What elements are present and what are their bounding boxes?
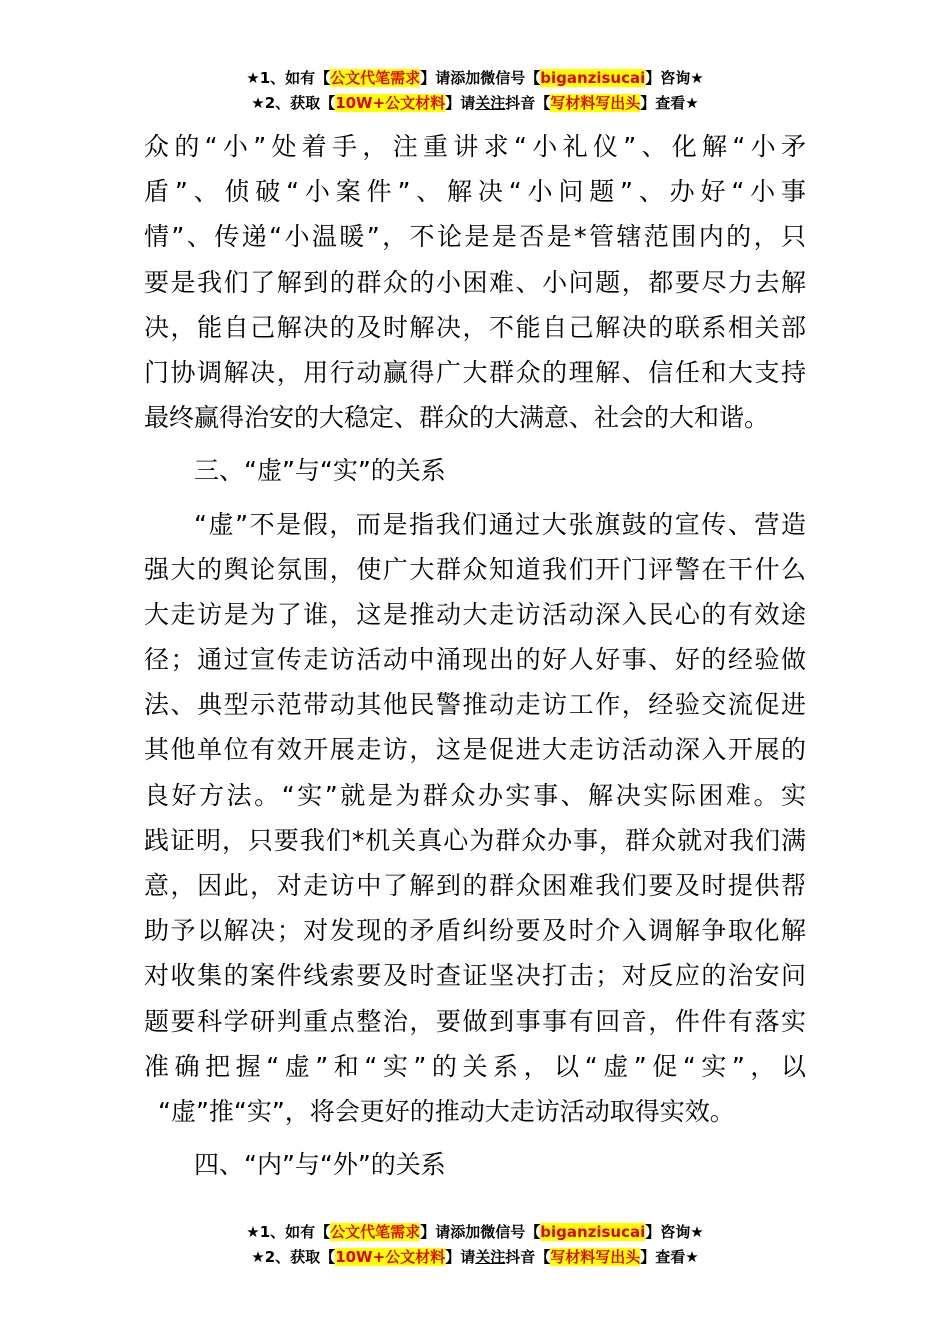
highlight-materials: 10W+公文材料 (335, 1248, 446, 1266)
highlight-douyin: 写材料写出头 (550, 94, 641, 112)
underline-follow: 关注 (475, 1248, 506, 1266)
banner-line-1: ★1、如有【公文代笔需求】请添加微信号【biganzisucai】咨询★ (246, 1223, 704, 1241)
text-line: 盾”、侦破“小案件”、解决“小问题”、办好“小事 (144, 177, 806, 207)
text-line: 众的“小”处着手，注重讲求“小礼仪”、化解“小矛 (144, 132, 806, 161)
text-line: 法、典型示范带动其他民警推动走访工作，经验交流促进 (144, 690, 806, 720)
highlight-service: 公文代笔需求 (330, 1223, 421, 1241)
text-line: 最终赢得治安的大稳定、群众的大满意、社会的大和谐。 (144, 403, 770, 433)
banner-line-1: ★1、如有【公文代笔需求】请添加微信号【biganzisucai】咨询★ (246, 69, 704, 87)
highlight-materials: 10W+公文材料 (335, 94, 446, 112)
text-line: “虚”不是假，而是指我们通过大张旗鼓的宣传、营造 (194, 509, 806, 539)
banner-line-2: ★2、获取【10W+公文材料】请关注抖音【写材料写出头】查看★ (251, 94, 699, 112)
highlight-wechat-id: biganzisucai (540, 69, 646, 87)
text-line: “虚”推“实”，将会更好的推动大走访活动取得实效。 (158, 1096, 735, 1126)
text-line: 要是我们了解到的群众的小困难、小问题，都要尽力去解 (144, 267, 806, 297)
text-line: 大走访是为了谁，这是推动大走访活动深入民心的有效途 (144, 599, 806, 629)
text-line: 准确把握“虚”和“实”的关系，以“虚”促“实”，以 (144, 1051, 806, 1081)
section-heading-4: 四、“内”与“外”的关系 (194, 1150, 446, 1180)
text-line: 良好方法。“实”就是为群众办实事、解决实际困难。实 (144, 780, 806, 810)
text-line: 情”、传递“小温暖”，不论是是否是*管辖范围内的，只 (144, 222, 806, 252)
document-body (144, 124, 806, 1187)
highlight-douyin: 写材料写出头 (550, 1248, 641, 1266)
text-line: 决，能自己解决的及时解决，不能自己解决的联系相关部 (144, 312, 806, 342)
banner-line-2: ★2、获取【10W+公文材料】请关注抖音【写材料写出头】查看★ (251, 1248, 699, 1266)
underline-follow: 关注 (475, 94, 506, 112)
highlight-service: 公文代笔需求 (330, 69, 421, 87)
footer-banner (0, 1220, 950, 1270)
section-heading-3: 三、“虚”与“实”的关系 (194, 456, 446, 486)
header-banner (0, 66, 950, 116)
text-line: 门协调解决，用行动赢得广大群众的理解、信任和大支持 (144, 357, 806, 387)
text-line: 意，因此，对走访中了解到的群众困难我们要及时提供帮 (144, 871, 806, 900)
text-line: 强大的舆论氛围，使广大群众知道我们开门评警在干什么 (144, 554, 806, 584)
highlight-wechat-id: biganzisucai (540, 1223, 646, 1241)
text-line: 践证明，只要我们*机关真心为群众办事，群众就对我们满 (144, 825, 806, 855)
text-line: 题要科学研判重点整治，要做到事事有回音，件件有落实 (144, 1006, 806, 1036)
text-line: 径；通过宣传走访活动中涌现出的好人好事、好的经验做 (144, 645, 806, 675)
text-line: 助予以解决；对发现的矛盾纠纷要及时介入调解争取化解 (144, 916, 806, 946)
text-line: 其他单位有效开展走访，这是促进大走访活动深入开展的 (144, 735, 806, 765)
text-line: 对收集的案件线索要及时查证坚决打击；对反应的治安问 (144, 961, 806, 991)
